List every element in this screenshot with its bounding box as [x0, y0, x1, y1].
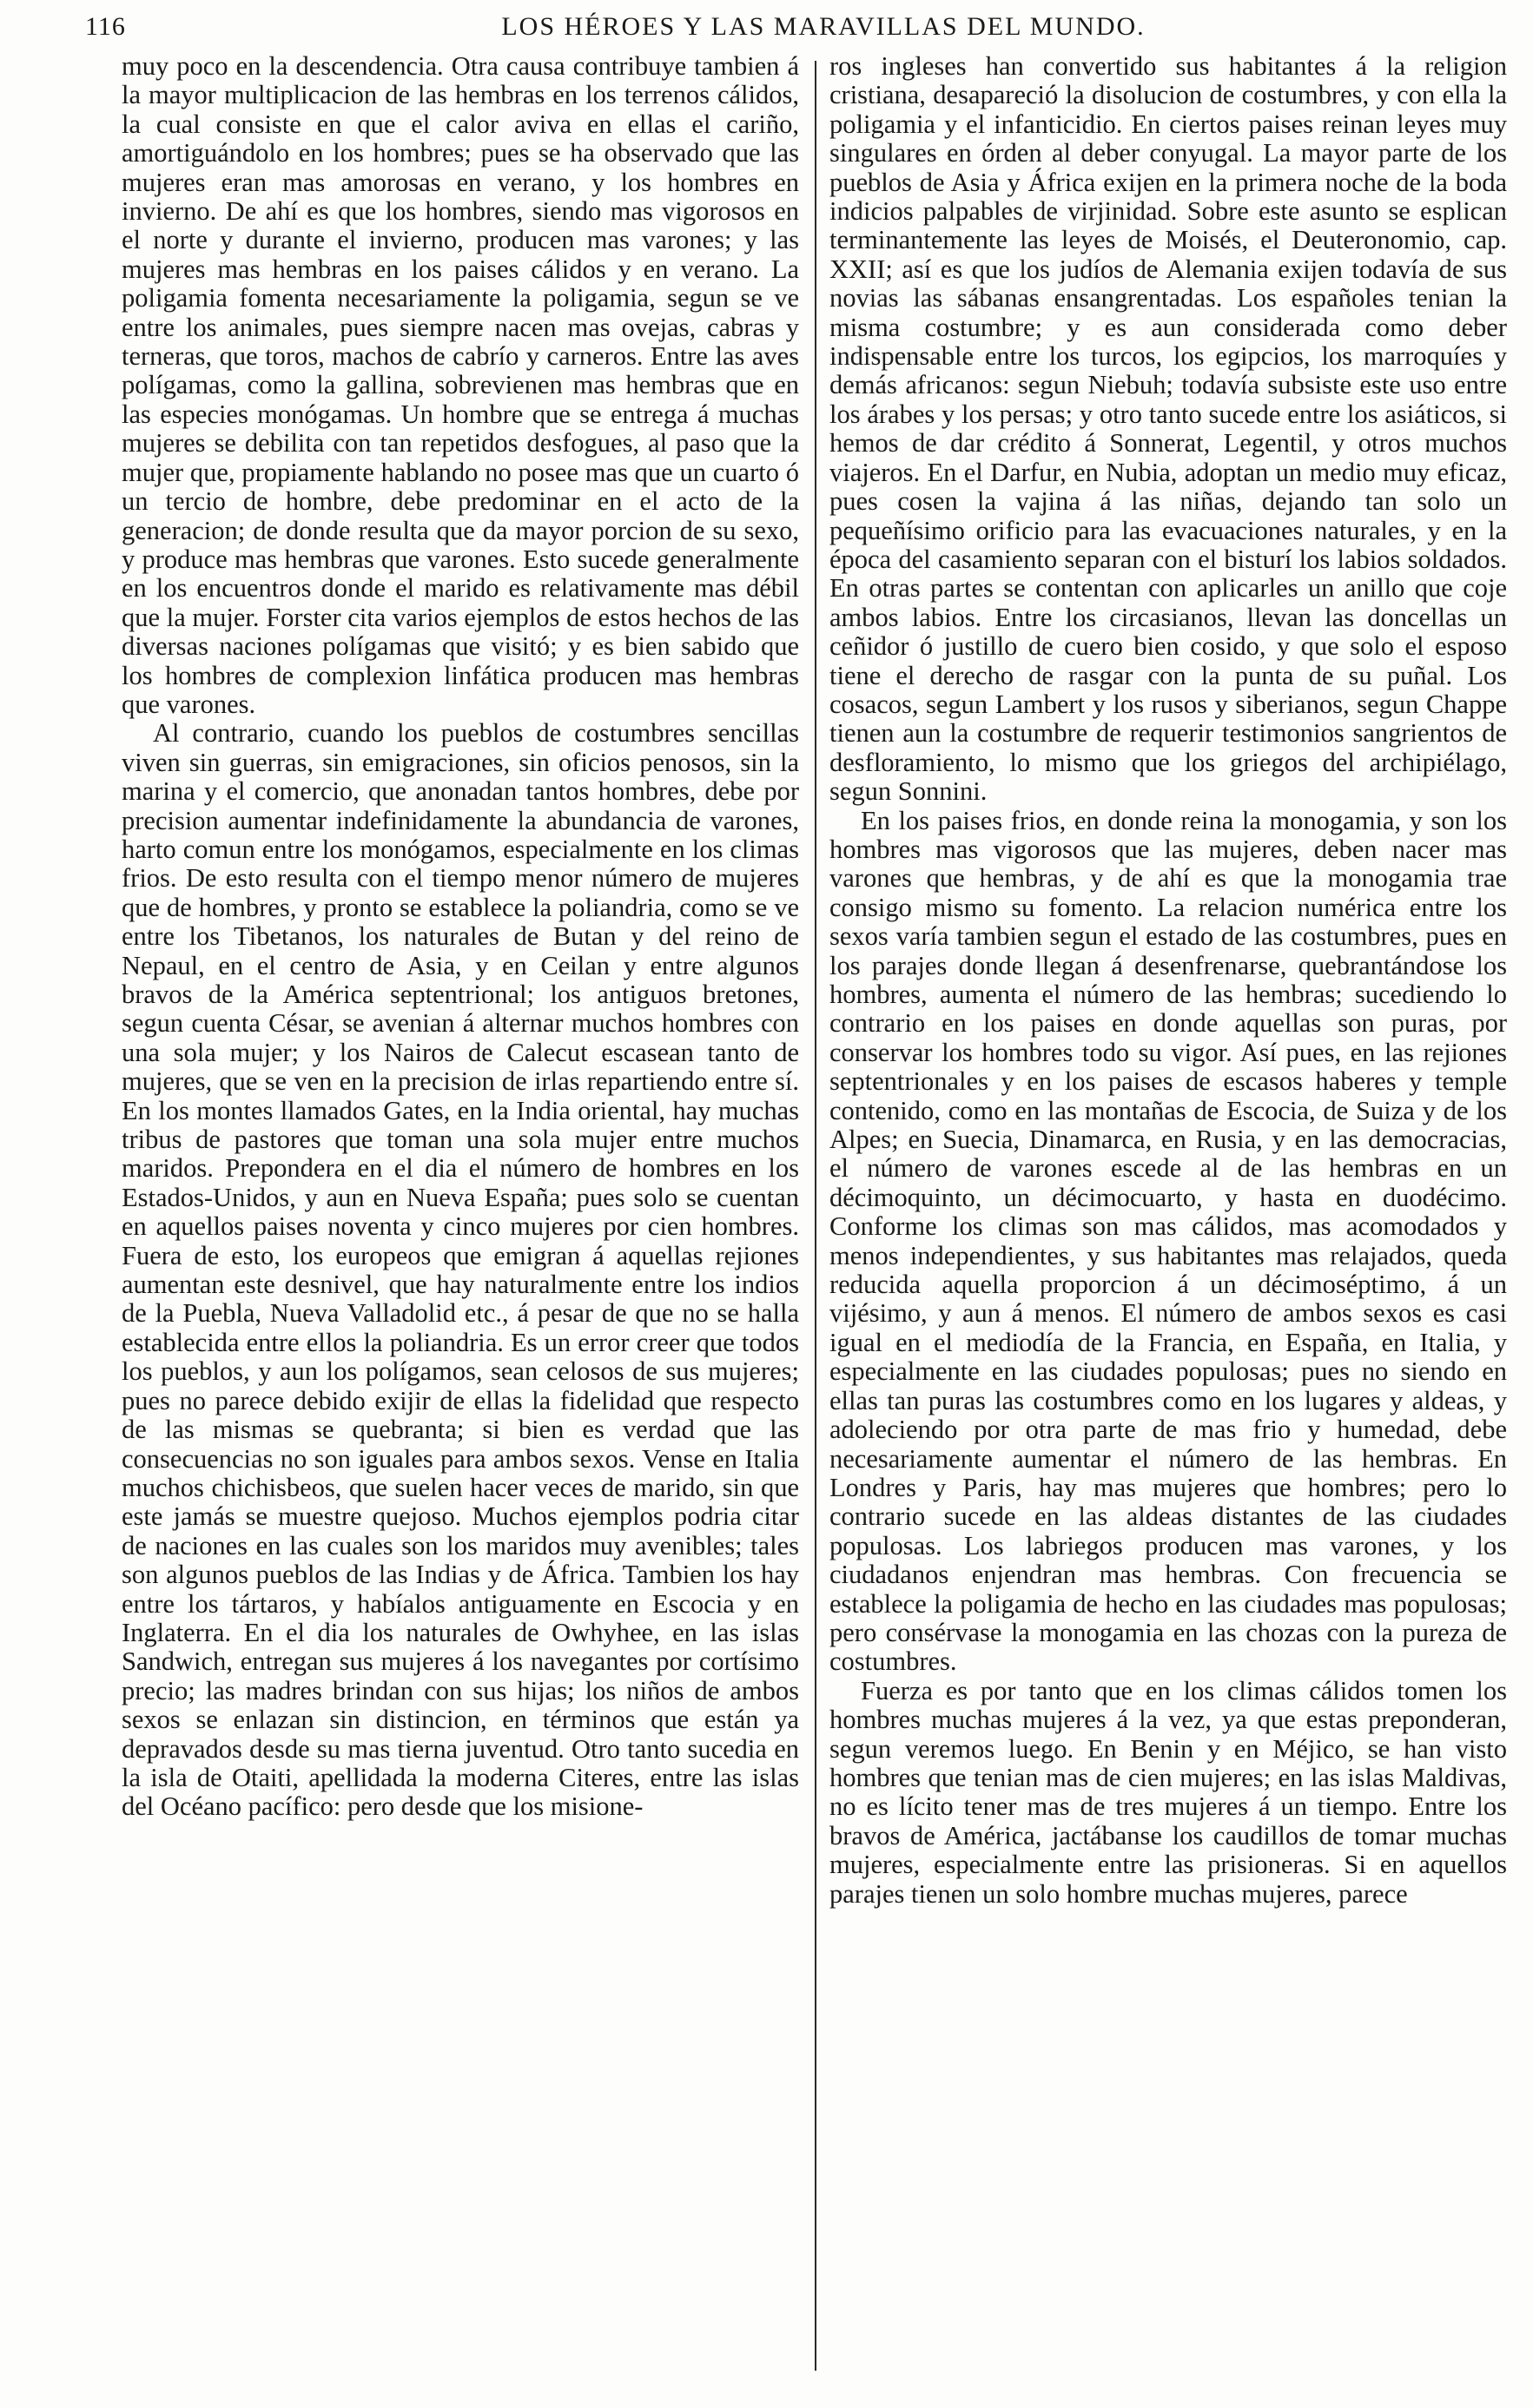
left-column [122, 52, 799, 1822]
page-number: 116 [85, 12, 126, 41]
right-column [829, 52, 1507, 1909]
running-title: LOS HÉROES Y LAS MARAVILLAS DEL MUNDO. [501, 12, 1146, 41]
running-head [85, 9, 1527, 52]
left-paragraph-1: muy poco en la descendencia. Otra causa contribuye tambien á la mayor multiplicacion de las hembras en los terrenos cálidos, la cual consiste en que el calor aviva en ellas el cariño, amortiguándolo en los hombres; pues se ha observado que las mujeres eran mas amorosas en verano, y los hombres en invierno. De ahí es que los hombres, siendo mas vigorosos en el norte y durante el invierno, producen mas varones; y las mujeres mas hembras en los paises cálidos y en verano. La poligamia fomenta necesariamente la poligamia, segun se ve entre los animales, pues siempre nacen mas ovejas, cabras y terneras, que toros, machos de cabrío y carneros. Entre las aves polígamas, como la gallina, sobrevienen mas hembras que en las especies monógamas. Un hombre que se entrega á muchas mujeres se debilita con tan repetidos desfogues, al paso que la mujer que, propiamente hablando no posee mas que un cuarto ó un tercio de hombre, debe predominar en el acto de la generacion; de donde resulta que da mayor porcion de su sexo, y produce mas hembras que varones. Esto sucede generalmente en los encuentros donde el marido es relativamente mas débil que la mujer. Forster cita varios ejemplos de estos hechos de las diversas naciones polígamas que visitó; y es bien sabido que los hombres de complexion linfática producen mas hembras que varones. [122, 51, 799, 719]
right-paragraph-3: Fuerza es por tanto que en los climas cálidos tomen los hombres muchas mujeres á la vez, ya que estas preponderan, segun veremos luego. En Benin y en Méjico, se han visto hombres que tenian mas de cien mujeres; en las islas Maldivas, no es lícito tener mas de tres mujeres á un tiempo. Entre los bravos de América, jactábanse los caudillos de tomar muchas mujeres, especialmente entre las prisioneras. Si en aquellos parajes tienen un solo hombre muchas mujeres, parece [829, 1675, 1507, 1909]
column-divider [815, 61, 816, 2371]
left-paragraph-2: Al contrario, cuando los pueblos de costumbres sencillas viven sin guerras, sin emigraciones, sin oficios penosos, sin la marina y el comercio, que anonadan tantos hombres, debe por precision aumentar indefinidamente la abundancia de varones, harto comun entre los monógamos, especialmente en los climas frios. De esto resulta con el tiempo menor número de mujeres que de hombres, y pronto se establece la poliandria, como se ve entre los Tibetanos, los naturales de Butan y del reino de Nepaul, en el centro de Asia, y en Ceilan y entre algunos bravos de la América septentrional; los antiguos bretones, segun cuenta César, se avenian á alternar muchos hombres con una sola mujer; y los Nairos de Calecut escasean tanto de mujeres, que se ven en la precision de irlas repartiendo entre sí. En los montes llamados Gates, en la India oriental, hay muchas tribus de pastores que toman una sola mujer entre muchos maridos. Prepondera en el dia el número de hombres en los Estados-Unidos, y aun en Nueva España; pues solo se cuentan en aquellos paises noventa y cinco mujeres por cien hombres. Fuera de esto, los europeos que emigran á aquellas rejiones aumentan este desnivel, que hay naturalmente entre los indios de la Puebla, Nueva Valladolid etc., á pesar de que no se halla establecida entre ellos la poliandria. Es un error creer que todos los pueblos, y aun los polígamos, sean celosos de sus mujeres; pues no parece debido exijir de ellas la fidelidad que respecto de las mismas se quebranta; si bien es verdad que las consecuencias no son iguales para ambos sexos. Vense en Italia muchos chichisbeos, que suelen hacer veces de marido, sin que este jamás se muestre quejoso. Muchos ejemplos podria citar de naciones en las cuales son los maridos muy avenibles; tales son algunos pueblos de las Indias y de África. Tambien los hay entre los tártaros, y habíalos antiguamente en Escocia y en Inglaterra. En el dia los naturales de Owhyhee, en las islas Sandwich, entregan sus mujeres á los navegantes por cortísimo precio; las madres brindan con sus hijas; los niños de ambos sexos se enlazan sin distincion, en términos que están ya depravados desde su mas tierna juventud. Otro tanto sucedia en la isla de Otaiti, apellidada la moderna Citeres, entre las islas del Océano pacífico: pero desde que los misione- [122, 718, 799, 1822]
right-paragraph-2: En los paises frios, en donde reina la monogamia, y son los hombres mas vigorosos que las mujeres, deben nacer mas varones que hembras, y de ahí es que la monogamia trae consigo mismo su fomento. La relacion numérica entre los sexos varía tambien segun el estado de las costumbres, pues en los parajes donde llegan á desenfrenarse, quebrantándose los hombres, aumenta el número de las hembras; sucediendo lo contrario en los paises en donde aquellas son puras, por conservar los hombres todo su vigor. Así pues, en las rejiones septentrionales y en los paises de escasos haberes y temple contenido, como en las montañas de Escocia, de Suiza y de los Alpes; en Suecia, Dinamarca, en Rusia, y en las democracias, el número de varones escede al de las hembras en un décimoquinto, un décimocuarto, y hasta en duodécimo. Conforme los climas son mas cálidos, mas acomodados y menos independientes, y sus habitantes mas relajados, queda reducida aquella proporcion á un décimoséptimo, á un vijésimo, y aun á menos. El número de ambos sexos es casi igual en el mediodía de la Francia, en España, en Italia, y especialmente en las ciudades populosas; pues no siendo en ellas tan puras las costumbres como en los lugares y aldeas, y adoleciendo por otra parte de mas frio y humedad, debe necesariamente aumentar el número de las hembras. En Londres y Paris, hay mas mujeres que hombres; pero lo contrario sucede en las aldeas distantes de las ciudades populosas. Los labriegos producen mas varones, y los ciudadanos enjendran mas hembras. Con frecuencia se establece la poligamia de hecho en las ciudades mas populosas; pero consérvase la monogamia en las chozas con la pureza de costumbres. [829, 805, 1507, 1677]
right-paragraph-1: ros ingleses han convertido sus habitantes á la religion cristiana, desapareció la disolucion de costumbres, y con ella la poligamia y el infanticidio. En ciertos paises reinan leyes muy singulares en órden al deber conyugal. La mayor parte de los pueblos de Asia y África exijen en la primera noche de la boda indicios palpables de virjinidad. Sobre este asunto se esplican terminantemente las leyes de Moisés, el Deuteronomio, cap. XXII; así es que los judíos de Alemania exijen todavía de sus novias las sábanas ensangrentadas. Los españoles tenian la misma costumbre; y es aun considerada como deber indispensable entre los turcos, los egipcios, los marroquíes y demás africanos: segun Niebuh; todavía subsiste este uso entre los árabes y los persas; y otro tanto sucede entre los asiáticos, si hemos de dar crédito á Sonnerat, Legentil, y otros muchos viajeros. En el Darfur, en Nubia, adoptan un medio muy eficaz, pues cosen la vajina á las niñas, dejando tan solo un pequeñísimo orificio para las evacuaciones naturales, y en la época del casamiento separan con el bisturí los labios soldados. En otras partes se contentan con aplicarles un anillo que coje ambos labios. Entre los circasianos, llevan las doncellas un ceñidor ó justillo de cuero bien cosido, y que solo el esposo tiene el derecho de rasgar con la punta de su puñal. Los cosacos, segun Lambert y los rusos y siberianos, segun Chappe tienen aun la costumbre de requerir testimonios sangrientos de desfloramiento, lo mismo que los griegos del archipiélago, segun Sonnini. [829, 51, 1507, 807]
